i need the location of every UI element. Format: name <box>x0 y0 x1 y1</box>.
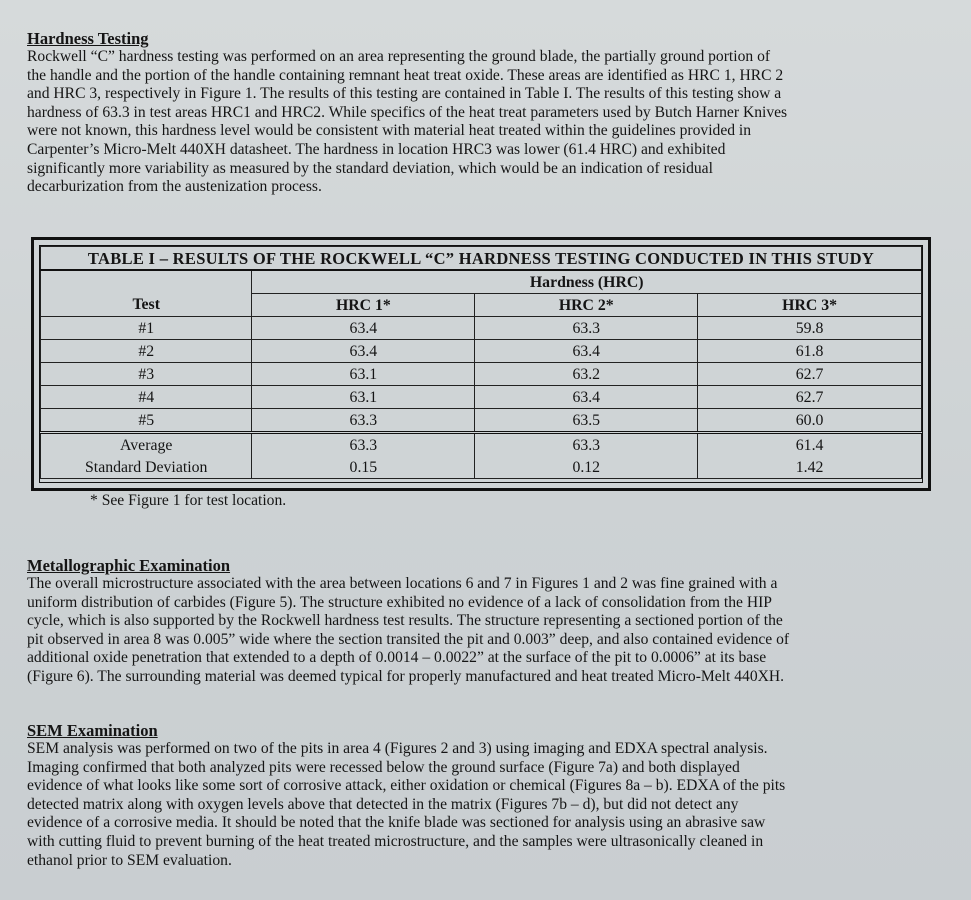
test-label: #3 <box>41 363 252 386</box>
table-row <box>41 363 922 386</box>
table-row <box>41 340 922 363</box>
table-cell: 62.7 <box>698 386 922 409</box>
table-cell: 61.8 <box>698 340 922 363</box>
sem-line: with cutting fluid to prevent burning of the heat treated microstructure, and the samples were ultrasonically cleaned in <box>27 832 764 850</box>
table-row <box>41 317 922 340</box>
metallographic-heading: Metallographic Examination <box>27 556 231 575</box>
sem-line: evidence of a corrosive media. It should be noted that the knife blade was sectioned for analysis using an abrasive saw <box>27 814 766 832</box>
hardness-heading: Hardness Testing <box>27 29 149 48</box>
metallographic-section <box>27 557 942 687</box>
table-cell: 63.3 <box>475 317 698 340</box>
table-caption: TABLE I – RESULTS OF THE ROCKWELL “C” HARDNESS TESTING CONDUCTED IN THIS STUDY <box>41 247 922 271</box>
test-label: #2 <box>41 340 252 363</box>
test-label: #5 <box>41 409 252 433</box>
table-cell: 0.15 <box>252 456 475 479</box>
hardness-results-table <box>40 246 922 479</box>
table-row <box>41 386 922 409</box>
hardness-table-frame <box>31 237 931 491</box>
column-header-hrc1: HRC 1* <box>252 294 475 317</box>
metallographic-line: The overall microstructure associated with the area between locations 6 and 7 in Figures 1 and 2 was fine grained with a <box>27 575 778 592</box>
table-cell: 63.5 <box>475 409 698 433</box>
hardness-line: significantly more variability as measured by the standard deviation, which would be an indication of residual <box>27 159 713 177</box>
hardness-line: decarburization from the austenization process. <box>27 178 322 196</box>
table-cell: 63.4 <box>475 340 698 363</box>
table-cell: 60.0 <box>698 409 922 433</box>
test-column-header: Test <box>41 294 252 317</box>
table-cell: 63.3 <box>252 409 475 433</box>
sem-line: detected matrix along with oxygen levels above that detected in the matrix (Figures 7b – d), but did not detect any <box>27 795 739 813</box>
table-cell: 59.8 <box>698 317 922 340</box>
metallographic-line: pit observed in area 8 was 0.005” wide where the section transited the pit and 0.003” deep, and also contained evidence of <box>27 630 790 648</box>
hardness-line: the handle and the portion of the handle containing remnant heat treat oxide. These areas are identified as HRC 1, HRC 2 <box>27 66 784 84</box>
stdev-row <box>41 456 922 479</box>
table-cell: 63.3 <box>252 433 475 457</box>
metallographic-paragraph <box>27 575 942 687</box>
table-cell: 62.7 <box>698 363 922 386</box>
table-cell: 63.4 <box>475 386 698 409</box>
hardness-line: Rockwell “C” hardness testing was performed on an area representing the ground blade, the partially ground portion of <box>27 48 771 65</box>
sem-paragraph <box>27 740 942 870</box>
hardness-line: hardness of 63.3 in test areas HRC1 and HRC2. While specifics of the heat treat parameters used by Butch Harner Knives <box>27 103 788 121</box>
column-header-hrc3: HRC 3* <box>698 294 922 317</box>
metallographic-line: (Figure 6). The surrounding material was deemed typical for properly manufactured and heat treated Micro-Melt 440XH. <box>27 667 785 685</box>
sem-section <box>27 722 942 870</box>
average-label: Average <box>41 433 252 457</box>
stdev-label: Standard Deviation <box>41 456 252 479</box>
metallographic-line: additional oxide penetration that extended to a depth of 0.0014 – 0.0022” at the surface of the pit to 0.0006” at its base <box>27 649 767 667</box>
table-cell: 0.12 <box>475 456 698 479</box>
table-row <box>41 409 922 433</box>
sem-line: evidence of what looks like some sort of corrosive attack, either oxidation or chemical (Figures 8a – b). EDXA of the pits <box>27 777 786 795</box>
hardness-section <box>27 30 942 197</box>
hardness-group-header: Hardness (HRC) <box>252 270 922 294</box>
test-label: #4 <box>41 386 252 409</box>
table-cell: 63.2 <box>475 363 698 386</box>
metallographic-line: uniform distribution of carbides (Figure 5). The structure exhibited no evidence of a lack of consolidation from the HIP <box>27 593 772 611</box>
hardness-line: Carpenter’s Micro-Melt 440XH datasheet. The hardness in location HRC3 was lower (61.4 HRC) and exhibited <box>27 140 726 158</box>
table-footnote: * See Figure 1 for test location. <box>90 492 287 509</box>
hardness-line: and HRC 3, respectively in Figure 1. The results of this testing are contained in Table I. The results of this testing show a <box>27 85 782 103</box>
table-cell: 63.3 <box>475 433 698 457</box>
sem-line: Imaging confirmed that both analyzed pits were recessed below the ground surface (Figure 7a) and both displayed <box>27 758 740 776</box>
table-cell: 63.4 <box>252 317 475 340</box>
table-cell: 1.42 <box>698 456 922 479</box>
table-cell: 61.4 <box>698 433 922 457</box>
test-label: #1 <box>41 317 252 340</box>
metallographic-line: cycle, which is also supported by the Rockwell hardness test results. The structure representing a sectioned portion of the <box>27 612 783 630</box>
sem-line: ethanol prior to SEM evaluation. <box>27 851 232 869</box>
table-cell: 63.1 <box>252 363 475 386</box>
table-cell: 63.4 <box>252 340 475 363</box>
hardness-paragraph <box>27 48 942 197</box>
sem-line: SEM analysis was performed on two of the pits in area 4 (Figures 2 and 3) using imaging and EDXA spectral analysis. <box>27 740 768 757</box>
hardness-line: were not known, this hardness level would be consistent with material heat treated within the guidelines provided in <box>27 122 752 140</box>
average-row <box>41 433 922 457</box>
column-header-hrc2: HRC 2* <box>475 294 698 317</box>
table-cell: 63.1 <box>252 386 475 409</box>
sem-heading: SEM Examination <box>27 721 158 740</box>
